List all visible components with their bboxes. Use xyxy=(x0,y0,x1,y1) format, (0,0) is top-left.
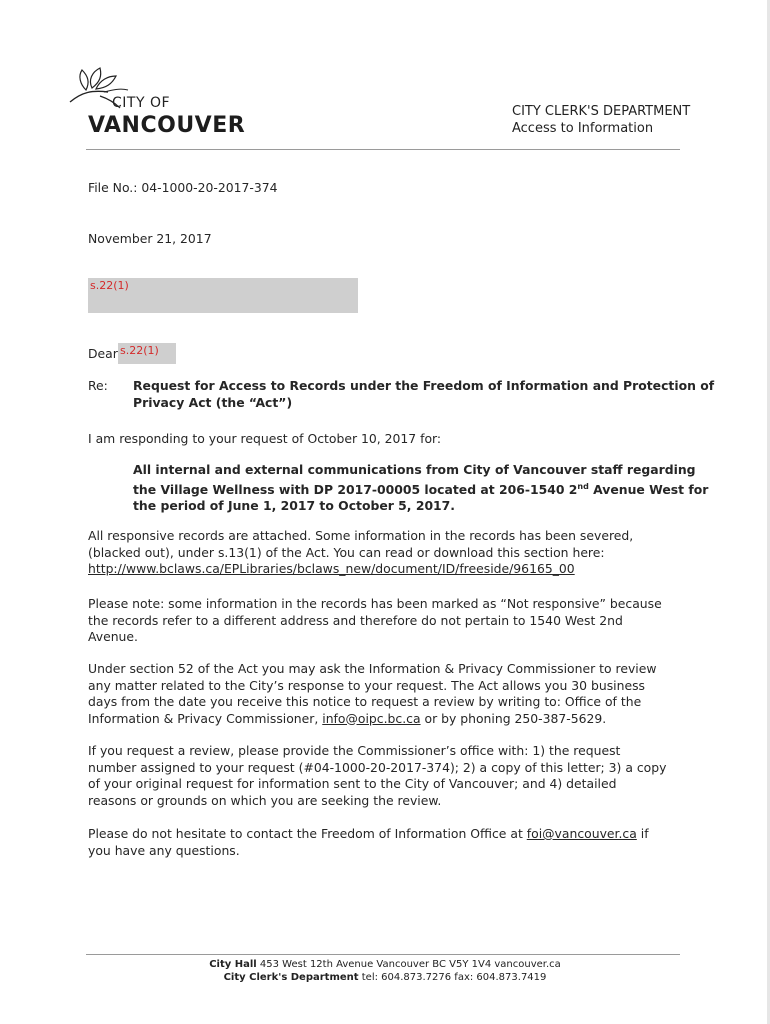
letter-date: November 21, 2017 xyxy=(88,231,212,246)
paragraph-line: Under section 52 of the Act you may ask the Information & Privacy Commissioner to review xyxy=(88,661,657,676)
request-line: the period of June 1, 2017 to October 5, 2017. xyxy=(133,498,456,514)
paragraph-line: number assigned to your request (#04-1000-20-2017-374); 2) a copy of this letter; 3) a copy xyxy=(88,759,667,775)
paragraph-not-responsive xyxy=(88,596,662,646)
subject-text xyxy=(133,378,714,411)
ordinal-suffix: nd xyxy=(577,481,589,491)
paragraph-line: Please note: some information in the records has been marked as “Not responsive” because xyxy=(88,596,662,611)
paragraph-line: reasons or grounds on which you are seeking the review. xyxy=(88,792,442,808)
paragraph-line: any matter related to the City’s response to your request. The Act allows you 30 business xyxy=(88,677,646,693)
subject-line: Request for Access to Records under the Freedom of Information and Protection of xyxy=(133,378,715,393)
paragraph-text: if xyxy=(636,826,649,841)
footer-label: City Hall xyxy=(209,959,257,970)
paragraph-severed xyxy=(88,528,633,578)
footer-label: City Clerk's Department xyxy=(223,972,359,983)
paragraph-text: or by phoning 250-387-5629. xyxy=(420,710,607,726)
oipc-email-link[interactable]: info@oipc.bc.ca xyxy=(322,710,421,726)
logo-city-of: CITY OF xyxy=(112,95,171,111)
redaction-code: s.22(1) xyxy=(90,279,129,292)
paragraph-line xyxy=(88,826,649,843)
logo-vancouver: VANCOUVER xyxy=(88,113,246,138)
paragraph-line: of your original request for information sent to the City of Vancouver; and 4) detailed xyxy=(88,776,617,791)
request-line xyxy=(133,479,708,499)
paragraph-line: the records refer to a different address and therefore do not pertain to 1540 West 2nd xyxy=(88,612,623,628)
footer-address: 453 West 12th Avenue Vancouver BC V5Y 1V4 vancouver.ca xyxy=(256,959,561,970)
paragraph-text: Information & Privacy Commissioner, xyxy=(88,710,323,726)
paragraph-line: Avenue. xyxy=(88,629,138,644)
footer-line xyxy=(0,971,770,984)
redaction-code: s.22(1) xyxy=(120,344,159,357)
paragraph-review-rights xyxy=(88,661,657,727)
bclaws-link[interactable]: http://www.bclaws.ca/EPLibraries/bclaws_new/document/ID/freeside/96165_00 xyxy=(88,561,575,576)
foi-email-link[interactable]: foi@vancouver.ca xyxy=(526,826,637,841)
paragraph-text: Please do not hesitate to contact the Freedom of Information Office at xyxy=(88,826,527,841)
intro-text: I am responding to your request of October 10, 2017 for: xyxy=(88,431,442,446)
paragraph-line: If you request a review, please provide the Commissioner’s office with: 1) the request xyxy=(88,743,621,758)
department-block xyxy=(512,103,690,137)
redacted-name xyxy=(118,343,176,364)
paragraph-review-requirements xyxy=(88,743,666,809)
department-division: Access to Information xyxy=(512,121,654,136)
city-logo xyxy=(62,62,262,142)
salutation: Dear xyxy=(88,346,118,361)
request-text: Avenue West for xyxy=(588,481,709,497)
request-text: the Village Wellness with DP 2017-00005 located at 206-1540 2 xyxy=(133,481,578,497)
subject-line: Privacy Act (the “Act”) xyxy=(133,394,293,410)
file-number: File No.: 04-1000-20-2017-374 xyxy=(88,180,278,195)
footer-line xyxy=(0,958,770,971)
paragraph-line: you have any questions. xyxy=(88,842,240,858)
paragraph-line xyxy=(88,711,657,728)
redacted-address xyxy=(88,278,358,313)
paragraph-line: days from the date you receive this notice to request a review by writing to: Office of the xyxy=(88,694,642,709)
header-divider xyxy=(86,149,680,150)
department-name: CITY CLERK'S DEPARTMENT xyxy=(512,104,691,119)
paragraph-contact xyxy=(88,826,649,859)
paragraph-line: (blacked out), under s.13(1) of the Act. You can read or download this section here: xyxy=(88,544,605,560)
request-quote xyxy=(133,462,708,515)
request-line: All internal and external communications from City of Vancouver staff regarding xyxy=(133,462,696,477)
subject-label: Re: xyxy=(88,378,108,393)
footer xyxy=(0,958,770,984)
footer-divider xyxy=(86,954,680,955)
paragraph-line: All responsive records are attached. Some information in the records has been severed, xyxy=(88,528,634,543)
footer-contact: tel: 604.873.7276 fax: 604.873.7419 xyxy=(358,972,547,983)
